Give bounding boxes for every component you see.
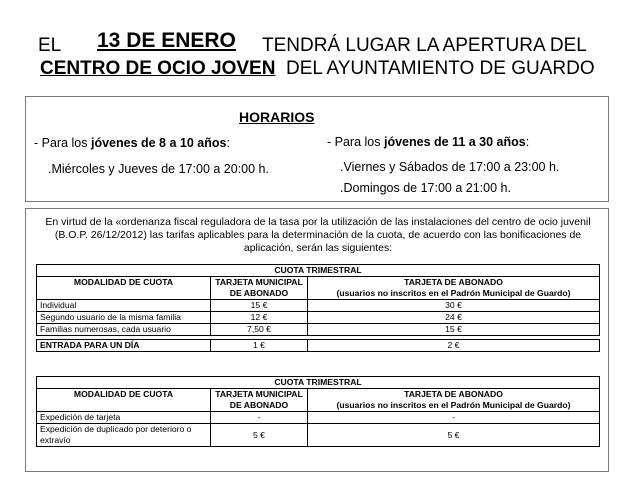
row-abonado: 30 € (308, 300, 600, 312)
horarios-group-8-10 (34, 136, 230, 150)
expedicion-table-caption-row (37, 377, 600, 389)
entrada-municipal: 1 € (211, 340, 308, 352)
header-tarjeta-abonado-note: (usuarios no inscritos en el Padrón Municipal de Guardo) (336, 400, 571, 410)
table-row (37, 412, 600, 424)
cuota-table-caption-row (37, 265, 600, 277)
header-modalidad: MODALIDAD DE CUOTA (37, 389, 211, 412)
header-tarjeta-municipal: TARJETA MUNICIPAL DE ABONADO (211, 389, 308, 412)
table-row (37, 312, 600, 324)
row-municipal: 15 € (211, 300, 308, 312)
horarios-box (25, 96, 609, 202)
prices-intro: En virtud de la «ordenanza fiscal reguladora de la tasa por la utilización de las instalaciones del centro de ocio juvenil (B.O.P. 26/12/2012) las tarifas aplicables para la determinación de la cuota, de acuerdo con las bonificaciones de aplicación, serán las siguientes: (45, 216, 591, 254)
horarios-left-age: jóvenes de 8 a 10 años (90, 136, 227, 150)
table-row (37, 424, 600, 447)
cuota-table (36, 264, 600, 352)
headline-el: EL (38, 35, 62, 56)
row-modalidad: Segundo usuario de la misma familia (37, 312, 211, 324)
header-tarjeta-abonado-title: TARJETA DE ABONADO (404, 389, 503, 399)
entrada-modalidad: ENTRADA PARA UN DÍA (37, 340, 211, 352)
row-abonado: - (308, 412, 600, 424)
header-tarjeta-municipal: TARJETA MUNICIPAL DE ABONADO (211, 277, 308, 300)
row-municipal: 5 € (211, 424, 308, 447)
row-abonado: 24 € (308, 312, 600, 324)
header-tarjeta-abonado-note: (usuarios no inscritos en el Padrón Municipal de Guardo) (336, 288, 571, 298)
horarios-title: HORARIOS (239, 109, 315, 125)
horarios-right-age: jóvenes de 11 a 30 años (383, 135, 526, 149)
horarios-schedule-sunday: .Domingos de 17:00 a 21:00 h. (340, 181, 511, 195)
header-tarjeta-abonado-title: TARJETA DE ABONADO (404, 277, 503, 287)
horarios-right-suffix: : (525, 135, 530, 149)
row-modalidad: Expedición de tarjeta (37, 412, 211, 424)
entrada-abonado: 2 € (308, 340, 600, 352)
header-tarjeta-abonado (308, 277, 600, 300)
cuota-table-header-row (37, 277, 600, 300)
row-abonado: 15 € (308, 324, 600, 336)
row-modalidad: Expedición de duplicado por deterioro o extravío (37, 424, 211, 447)
horarios-left-suffix: : (226, 136, 230, 150)
entrada-row (37, 340, 600, 352)
table-row (37, 324, 600, 336)
headline-ayuntamiento: DEL AYUNTAMIENTO DE GUARDO (286, 58, 595, 79)
expedicion-table (36, 376, 600, 447)
expedicion-table-caption: CUOTA TRIMESTRAL (37, 377, 600, 389)
row-modalidad: Individual (37, 300, 211, 312)
headline-opening-text: TENDRÁ LUGAR LA APERTURA DEL (262, 35, 587, 56)
table-row (37, 300, 600, 312)
header-modalidad: MODALIDAD DE CUOTA (37, 277, 211, 300)
headline-centro-name: CENTRO DE OCIO JOVEN (40, 58, 276, 79)
row-municipal: - (211, 412, 308, 424)
row-municipal: 7,50 € (211, 324, 308, 336)
horarios-left-prefix: - Para los (34, 136, 91, 150)
row-municipal: 12 € (211, 312, 308, 324)
row-abonado: 5 € (308, 424, 600, 447)
prices-box (25, 208, 609, 472)
expedicion-table-header-row (37, 389, 600, 412)
cuota-table-caption: CUOTA TRIMESTRAL (37, 265, 600, 277)
horarios-group-11-30 (327, 135, 529, 149)
header-tarjeta-abonado (308, 389, 600, 412)
horarios-right-prefix: - Para los (327, 135, 384, 149)
horarios-schedule-weekend: .Viernes y Sábados de 17:00 a 23:00 h. (340, 160, 560, 174)
horarios-schedule-8-10: .Miércoles y Jueves de 17:00 a 20:00 h. (48, 162, 269, 176)
row-modalidad: Familias numerosas, cada usuario (37, 324, 211, 336)
headline-date: 13 DE ENERO (97, 29, 236, 52)
